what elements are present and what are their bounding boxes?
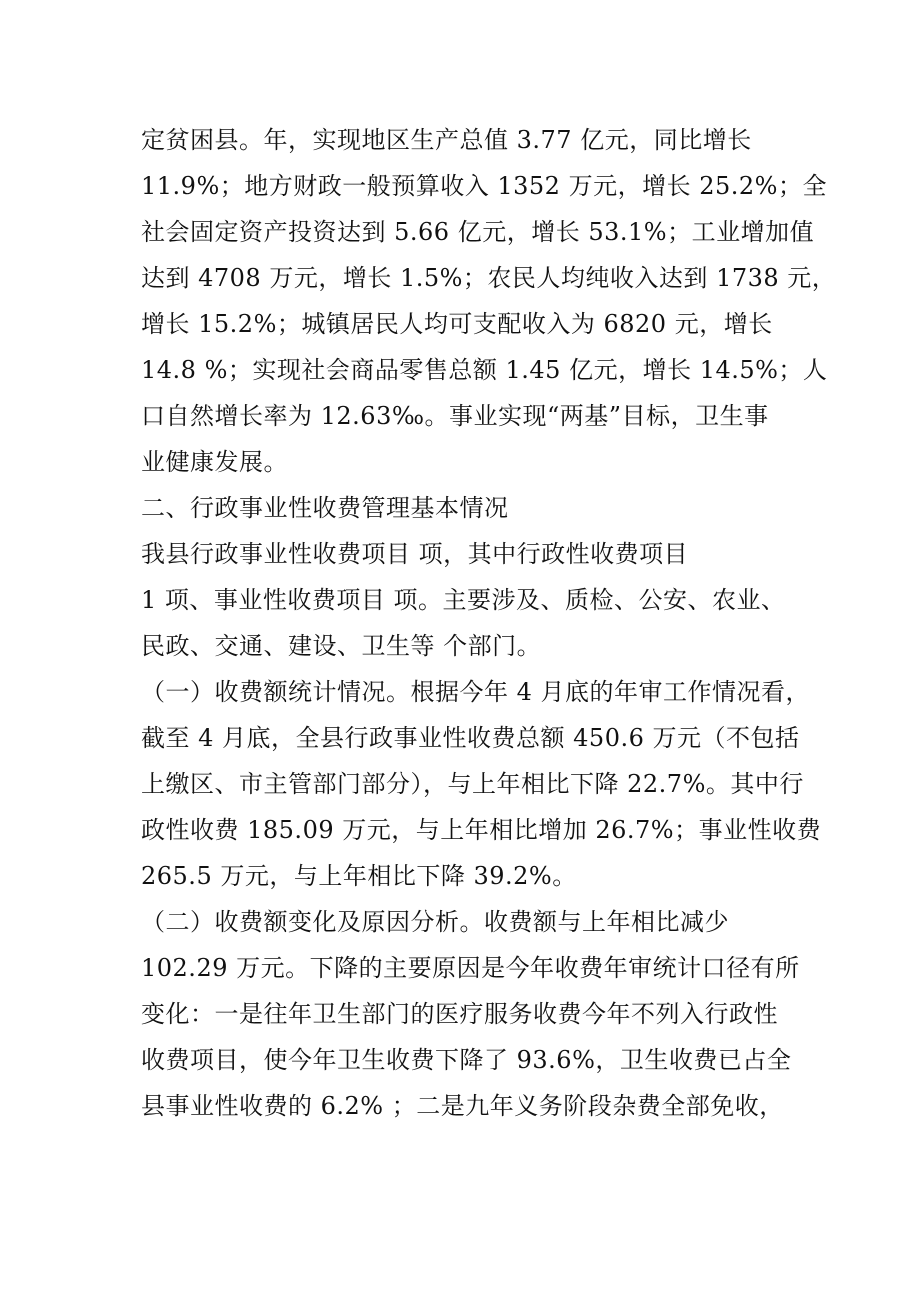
paragraph-line: 民政、交通、建设、卫生等 个部门。 [141, 632, 542, 660]
paragraph-line: 业健康发展。 [141, 448, 288, 476]
subsection-line: （一）收费额统计情况。根据今年 4 月底的年审工作情况看， [141, 678, 811, 706]
paragraph-line: 达到 4708 万元，增长 1.5%；农民人均纯收入达到 1738 元， [141, 264, 837, 292]
paragraph-line: 1 项、事业性收费项目 项。主要涉及、质检、公安、农业、 [141, 586, 786, 614]
subsection-line: （二）收费额变化及原因分析。收费额与上年相比减少 [141, 908, 729, 936]
paragraph-line: 定贫困县。年，实现地区生产总值 3.77 亿元，同比增长 [141, 126, 752, 154]
paragraph-line: 11.9%；地方财政一般预算收入 1352 万元，增长 25.2%；全 [141, 172, 827, 200]
paragraph-line: 政性收费 185.09 万元，与上年相比增加 26.7%；事业性收费 [141, 816, 822, 844]
paragraph-line: 变化：一是往年卫生部门的医疗服务收费今年不列入行政性 [141, 1000, 778, 1028]
paragraph-line: 上缴区、市主管部门部分），与上年相比下降 22.7%。其中行 [141, 770, 804, 798]
paragraph-line: 14.8 %；实现社会商品零售总额 1.45 亿元，增长 14.5%；人 [141, 356, 828, 384]
paragraph-line: 收费项目，使今年卫生收费下降了 93.6%，卫生收费已占全 [141, 1046, 792, 1074]
paragraph-line: 口自然增长率为 12.63‰。事业实现“两基”目标，卫生事 [141, 402, 769, 430]
paragraph-line: 县事业性收费的 6.2% ；二是九年义务阶段杂费全部免收， [141, 1092, 784, 1120]
paragraph-line: 102.29 万元。下降的主要原因是今年收费年审统计口径有所 [141, 954, 800, 982]
paragraph-line: 截至 4 月底，全县行政事业性收费总额 450.6 万元（不包括 [141, 724, 800, 752]
paragraph-line: 增长 15.2%；城镇居民人均可支配收入为 6820 元，增长 [141, 310, 773, 338]
paragraph-line: 我县行政事业性收费项目 项，其中行政性收费项目 [141, 540, 689, 568]
paragraph-line: 社会固定资产投资达到 5.66 亿元，增长 53.1%；工业增加值 [141, 218, 815, 246]
paragraph-line: 265.5 万元，与上年相比下降 39.2%。 [141, 862, 577, 890]
section-heading: 二、行政事业性收费管理基本情况 [141, 494, 509, 522]
document-body [141, 117, 837, 1129]
